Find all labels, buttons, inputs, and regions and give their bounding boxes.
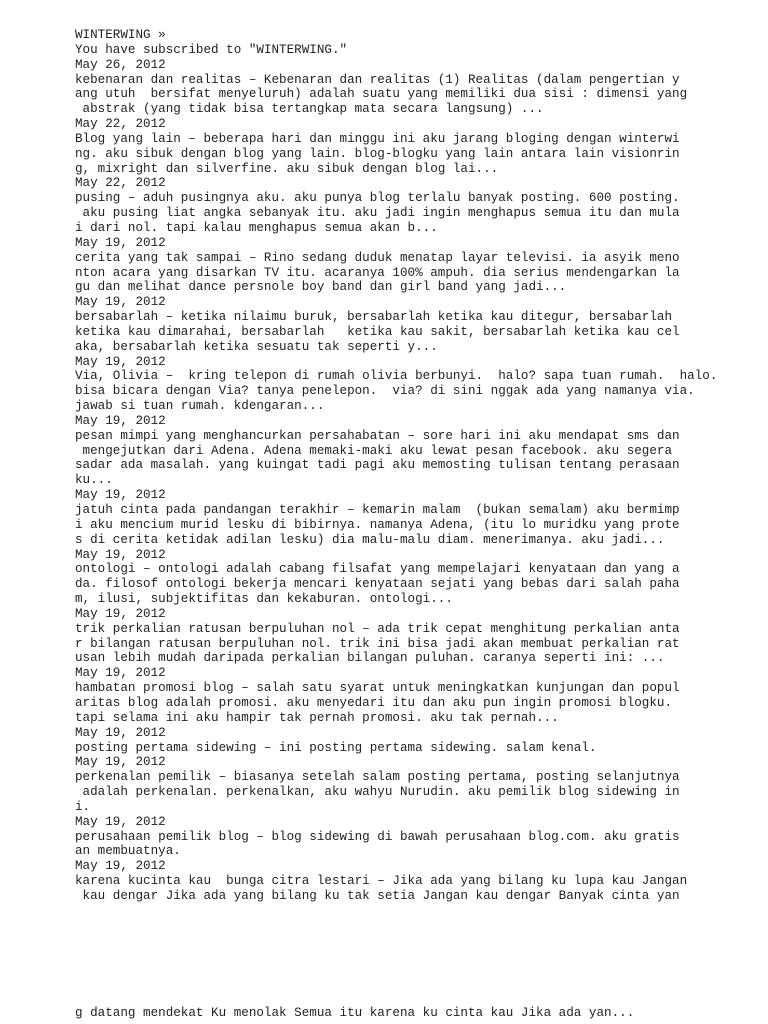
entry-link[interactable]: jatuh cinta pada pandangan terakhir – kemarin malam (bukan semalam) aku bermimp <box>75 503 680 517</box>
entry-date: May 22, 2012 <box>75 117 166 132</box>
entry-date: May 19, 2012 <box>75 235 166 250</box>
entry-link[interactable]: kebenaran dan realitas – Kebenaran dan realitas (1) Realitas (dalam pengertian y <box>75 72 680 87</box>
list-item <box>75 548 765 607</box>
entry-summary-line: tapi selama ini aku hampir tak pernah promosi. aku tak pernah... <box>75 710 559 725</box>
entry-summary-line: s di cerita ketidak adilan lesku) dia malu-malu diam. menerimanya. aku jadi... <box>75 532 665 547</box>
entry-summary-line: ang utuh bersifat menyeluruh) adalah suatu yang memiliki dua sisi : dimensi yang <box>75 87 688 102</box>
entry-continuation-line: g datang mendekat Ku menolak Semua itu karena ku cinta kau Jika ada yan... <box>75 1006 635 1020</box>
entry-link[interactable]: Blog yang lain – beberapa hari dan minggu ini aku jarang bloging dengan winterwi <box>75 131 680 146</box>
entry-summary-line: kau dengar Jika ada yang bilang ku tak setia Jangan kau dengar Banyak cinta yan <box>75 888 680 903</box>
entry-date: May 19, 2012 <box>75 814 166 829</box>
entry-summary-line: aritas blog adalah promosi. aku menyedari itu dan aku pun ingin promosi blogku. <box>75 695 673 710</box>
entry-link[interactable]: perkenalan pemilik – biasanya setelah salam posting pertama, posting selanjutnya <box>75 770 680 785</box>
entry-summary-line: jawab si tuan rumah. kdengaran... <box>75 399 325 414</box>
entry-date: May 19, 2012 <box>75 547 166 562</box>
entry-link[interactable]: posting pertama sidewing – ini posting pertama sidewing. salam kenal. <box>75 740 597 755</box>
entry-link[interactable]: perusahaan pemilik blog – blog sidewing di bawah perusahaan blog.com. aku gratis <box>75 829 680 844</box>
entry-summary-line: m, ilusi, subjektifitas dan kekaburan. ontologi... <box>75 592 453 607</box>
entry-date: May 19, 2012 <box>75 354 166 369</box>
list-item <box>75 755 765 814</box>
entry-date: May 19, 2012 <box>75 413 166 428</box>
entry-link[interactable]: pusing – aduh pusingnya aku. aku punya blog terlalu banyak posting. 600 posting. <box>75 191 680 206</box>
entry-link[interactable]: karena kucinta kau bunga citra lestari – Jika ada yang bilang ku lupa kau Jangan <box>75 874 688 889</box>
entry-list <box>75 58 765 904</box>
list-item <box>75 58 765 117</box>
entry-summary-line: usan lebih mudah daripada perkalian bilangan puluhan. caranya seperti ini: ... <box>75 651 665 666</box>
entry-summary-line: i aku mencium murid lesku di bibirnya. namanya Adena, (itu lo muridku yang prote <box>75 517 680 532</box>
list-item <box>75 488 765 547</box>
feed-page <box>75 28 765 904</box>
entry-date: May 26, 2012 <box>75 57 166 72</box>
list-item <box>75 414 765 488</box>
feed-title[interactable]: WINTERWING » <box>75 28 166 42</box>
entry-summary-line: ku... <box>75 473 113 488</box>
list-item <box>75 117 765 176</box>
entry-date: May 19, 2012 <box>75 488 166 503</box>
entry-summary-line: adalah perkenalan. perkenalkan, aku wahyu Nurudin. aku pemilik blog sidewing in <box>75 785 680 800</box>
entry-date: May 19, 2012 <box>75 295 166 310</box>
entry-summary-line: aka, bersabarlah ketika sesuatu tak seperti y... <box>75 339 438 354</box>
entry-date: May 19, 2012 <box>75 725 166 740</box>
entry-summary-line: nton acara yang disarkan TV itu. acaranya 100% ampuh. dia serius mendengarkan la <box>75 265 680 280</box>
entry-summary-line: gu dan melihat dance persnole boy band dan girl band yang jadi... <box>75 280 567 295</box>
entry-summary-line: bisa bicara dengan Via? tanya penelepon. via? di sini nggak ada yang namanya via. <box>75 384 695 399</box>
entry-summary-line: aku pusing liat angka sebanyak itu. aku jadi ingin menghapus semua itu dan mula <box>75 206 680 221</box>
entry-link[interactable]: cerita yang tak sampai – Rino sedang duduk menatap layar televisi. ia asyik meno <box>75 250 680 265</box>
entry-date: May 19, 2012 <box>75 666 166 681</box>
entry-summary-line: i dari nol. tapi kalau menghapus semua akan b... <box>75 220 438 235</box>
entry-link[interactable]: Via, Olivia – kring telepon di rumah olivia berbunyi. halo? sapa tuan rumah. halo. <box>75 369 718 384</box>
list-item <box>75 355 765 414</box>
list-item <box>75 607 765 666</box>
entry-summary-line: g, mixright dan silverfine. aku sibuk dengan blog lai... <box>75 161 499 176</box>
entry-summary-line: abstrak (yang tidak bisa tertangkap mata secara langsung) ... <box>75 102 544 117</box>
entry-link[interactable]: ontologi – ontologi adalah cabang filsafat yang mempelajari kenyataan dan yang a <box>75 562 680 577</box>
entry-link[interactable]: trik perkalian ratusan berpuluhan nol – ada trik cepat menghitung perkalian anta <box>75 621 680 636</box>
entry-summary-line: an membuatnya. <box>75 844 181 859</box>
entry-link[interactable]: bersabarlah – ketika nilaimu buruk, bersabarlah ketika kau ditegur, bersabarlah <box>75 310 673 325</box>
entry-date: May 19, 2012 <box>75 755 166 770</box>
entry-date: May 19, 2012 <box>75 859 166 874</box>
entry-summary-line: sadar ada masalah. yang kuingat tadi pagi aku memosting tulisan tentang perasaan <box>75 458 680 473</box>
entry-summary-line: i. <box>75 799 91 814</box>
list-item <box>75 295 765 354</box>
list-item <box>75 236 765 295</box>
subscription-notice: You have subscribed to "WINTERWING." <box>75 42 348 57</box>
list-item <box>75 859 765 904</box>
entry-summary-line: ketika kau dimarahai, bersabarlah ketika kau sakit, bersabarlah ketika kau cel <box>75 324 680 339</box>
entry-summary-line: ng. aku sibuk dengan blog yang lain. blog-blogku yang lain antara lain visionrin <box>75 146 680 161</box>
list-item <box>75 176 765 235</box>
list-item <box>75 726 765 756</box>
entry-link[interactable]: hambatan promosi blog – salah satu syarat untuk meningkatkan kunjungan dan popul <box>75 681 680 696</box>
entry-date: May 22, 2012 <box>75 176 166 191</box>
entry-summary-line: da. filosof ontologi bekerja mencari kenyataan sejati yang bebas dari salah paha <box>75 577 680 592</box>
entry-date: May 19, 2012 <box>75 606 166 621</box>
entry-link[interactable]: pesan mimpi yang menghancurkan persahabatan – sore hari ini aku mendapat sms dan <box>75 428 680 443</box>
entry-summary-line: r bilangan ratusan berpuluhan nol. trik ini bisa jadi akan membuat perkalian rat <box>75 636 680 651</box>
list-item <box>75 666 765 725</box>
entry-summary-line: mengejutkan dari Adena. Adena memaki-maki aku lewat pesan facebook. aku segera <box>75 443 673 458</box>
list-item <box>75 815 765 860</box>
